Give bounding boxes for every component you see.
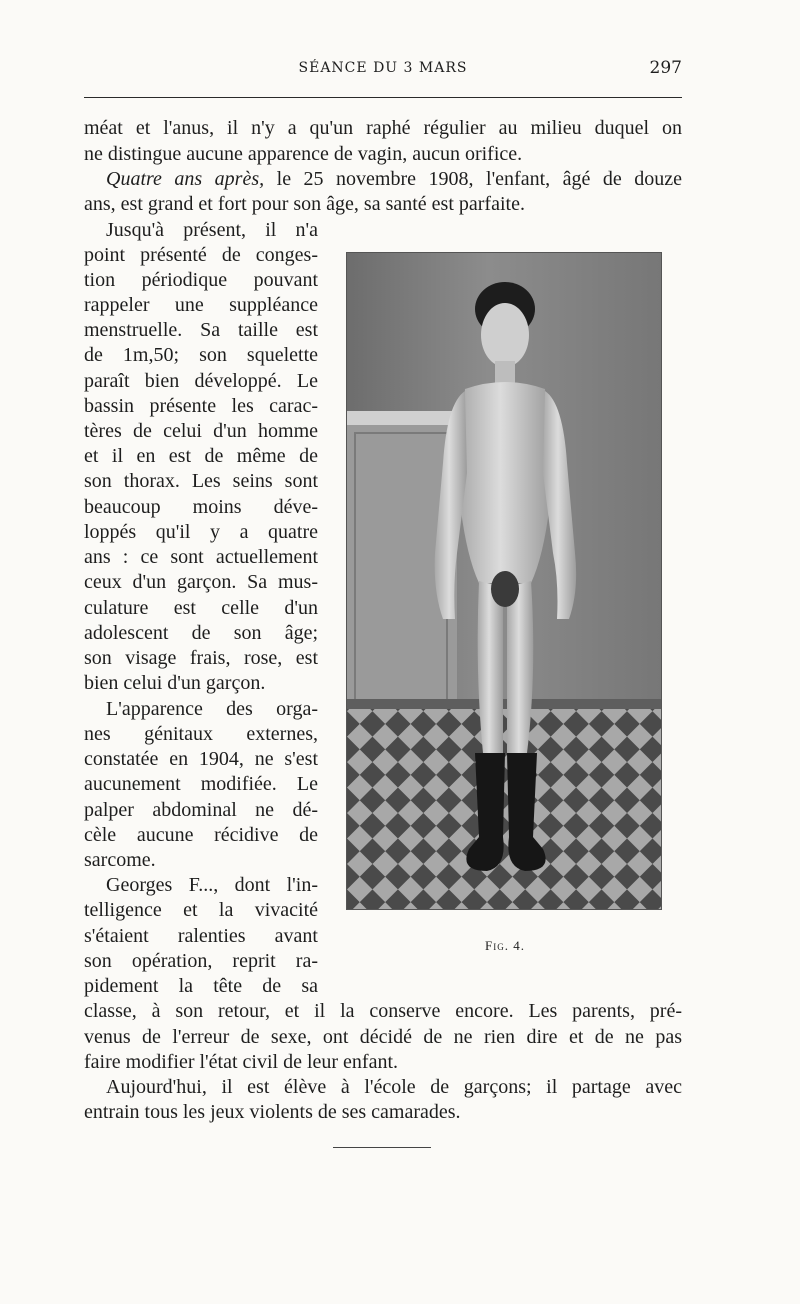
text-line: Aujourd'hui, il est élève à l'école de garçons; il partage avec (106, 1076, 682, 1098)
text-line: cèle aucune récidive de (84, 824, 318, 846)
text-line (106, 167, 682, 193)
text-line: bien celui d'un garçon. (84, 672, 266, 694)
text-line: ne distingue aucune apparence de vagin, aucun orifice. (84, 143, 523, 165)
text-line: constatée en 1904, ne s'est (84, 748, 318, 770)
text-line: point présenté de conges- (84, 244, 318, 266)
text-line: méat et l'anus, il n'y a qu'un raphé régulier au milieu duquel on (84, 117, 682, 139)
text-line: sarcome. (84, 849, 156, 871)
photograph-illustration (347, 253, 661, 909)
text-line: telligence et la vivacité (84, 899, 318, 921)
text-run: le 25 novembre 1908, l'enfant, âgé de douze (264, 168, 682, 190)
text-line: pidement la tête de sa (84, 975, 318, 997)
header-rule (84, 97, 682, 98)
text-line: faire modifier l'état civil de leur enfant. (84, 1051, 399, 1073)
text-line: tères de celui d'un homme (84, 420, 318, 442)
text-line: son thorax. Les seins sont (84, 470, 318, 492)
text-line: ans : ce sont actuellement (84, 546, 318, 568)
text-line: entrain tous les jeux violents de ses camarades. (84, 1101, 461, 1123)
text-line: aucunement modifiée. Le (84, 773, 318, 795)
text-line: classe, à son retour, et il la conserve encore. Les parents, pré- (84, 1000, 682, 1022)
running-head (84, 60, 682, 82)
text-line: adolescent de son âge; (84, 622, 318, 644)
text-line: Jusqu'à présent, il n'a (106, 219, 318, 241)
text-line: s'étaient ralenties avant (84, 925, 318, 947)
text-line: culature est celle d'un (84, 597, 318, 619)
text-line: nes génitaux externes, (84, 723, 318, 745)
italic-lead: Quatre ans après, (106, 168, 265, 190)
text-line: paraît bien développé. Le (84, 370, 318, 392)
text-line: beaucoup moins déve- (84, 496, 318, 518)
text-line: ans, est grand et fort pour son âge, sa santé est parfaite. (84, 193, 525, 215)
text-line: son opération, reprit ra- (84, 950, 318, 972)
text-line: tion périodique pouvant (84, 269, 318, 291)
text-line: de 1m,50; son squelette (84, 344, 318, 366)
text-line: et il en est de même de (84, 445, 318, 467)
text-line: palper abdominal ne dé- (84, 799, 318, 821)
text-line: venus de l'erreur de sexe, ont décidé de ne rien dire et de ne pas (84, 1026, 682, 1048)
text-line: L'apparence des orga- (106, 698, 318, 720)
section-end-rule (333, 1147, 431, 1148)
figure-photograph (346, 252, 662, 910)
text-line: Georges F..., dont l'in- (106, 874, 318, 896)
text-line: ceux d'un garçon. Sa mus- (84, 571, 318, 593)
text-line: son visage frais, rose, est (84, 647, 318, 669)
text-line: rappeler une suppléance (84, 294, 318, 316)
figure-caption: Fig. 4. (485, 938, 525, 953)
running-title: SÉANCE DU 3 MARS (298, 60, 468, 76)
page-number: 297 (649, 58, 682, 78)
text-line: bassin présente les carac- (84, 395, 318, 417)
text-line: menstruelle. Sa taille est (84, 319, 318, 341)
text-line: loppés qu'il y a quatre (84, 521, 318, 543)
